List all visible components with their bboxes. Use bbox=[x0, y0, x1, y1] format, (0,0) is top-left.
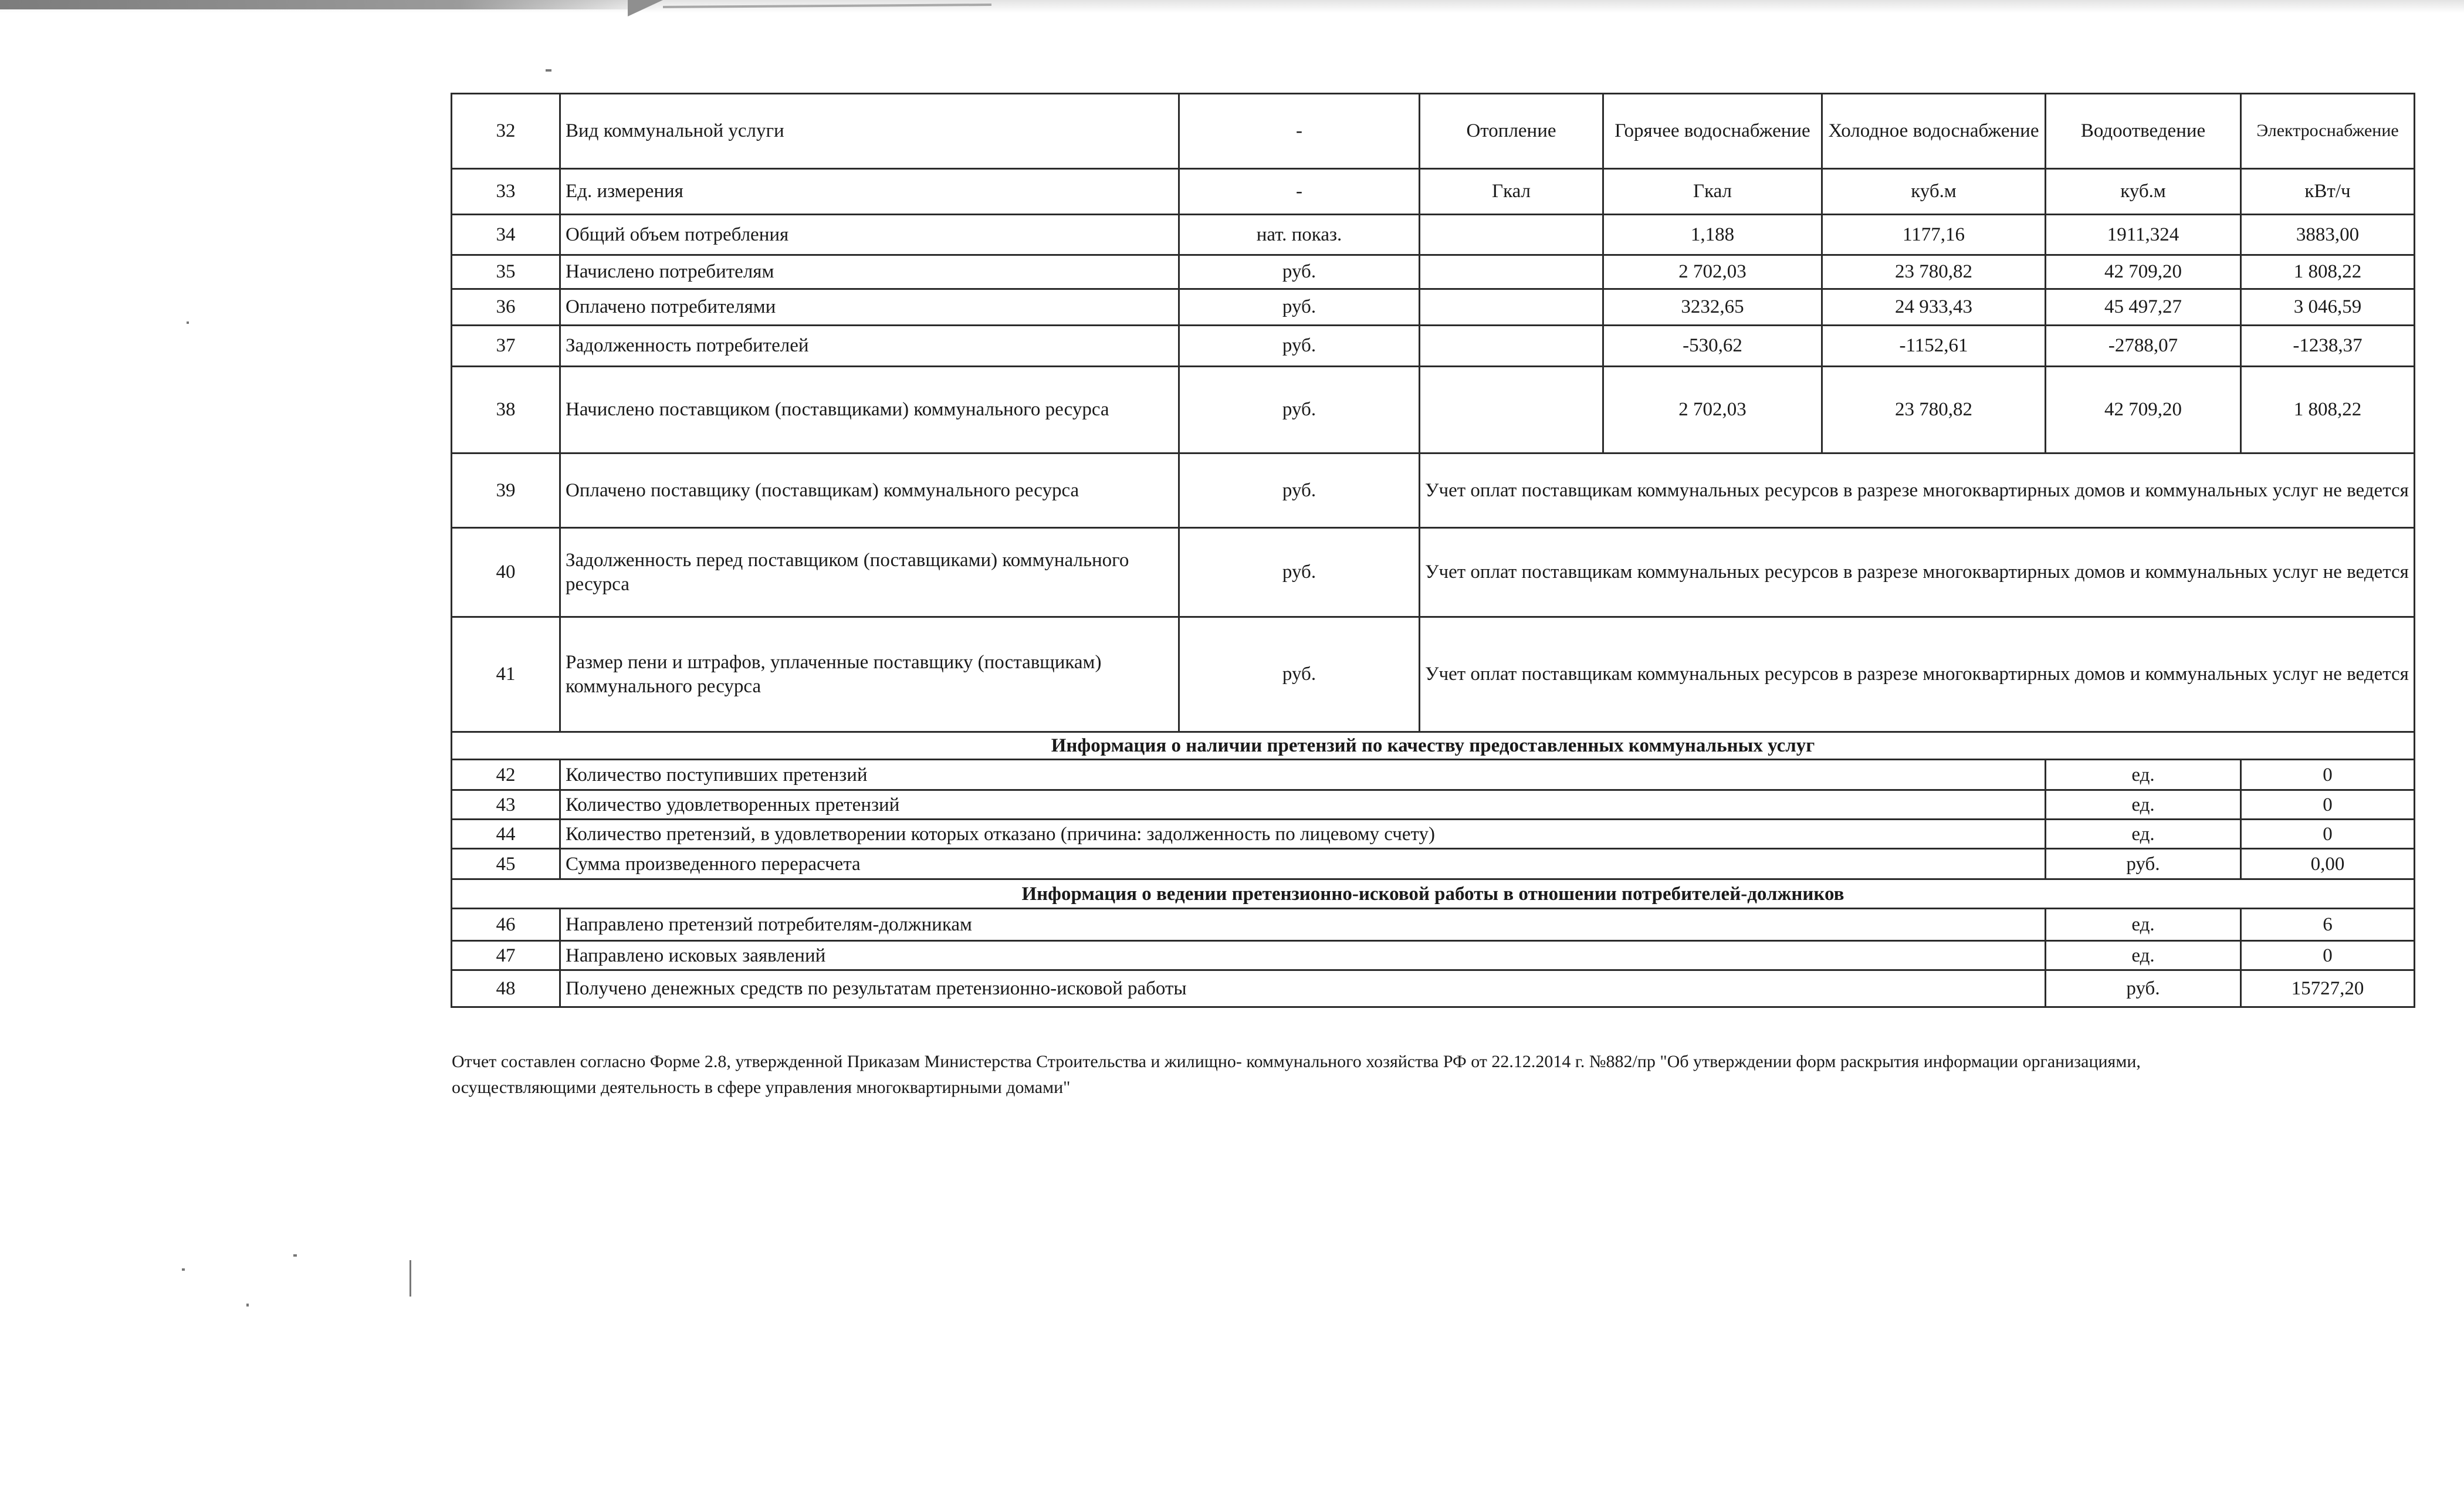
table-row bbox=[452, 617, 2415, 732]
row-number: 34 bbox=[452, 215, 560, 255]
merged-note: Учет оплат поставщикам коммунальных ресурсов в разрезе многоквартирных домов и коммунальных услуг не ведется bbox=[1420, 528, 2415, 617]
row-unit: - bbox=[1179, 94, 1420, 169]
value-cell bbox=[1420, 326, 1603, 367]
value-cell: 3232,65 bbox=[1603, 289, 1822, 326]
table-row bbox=[452, 169, 2415, 215]
value-cell: 1 808,22 bbox=[2241, 255, 2415, 289]
table-row bbox=[452, 215, 2415, 255]
value-cell: 0 bbox=[2241, 760, 2415, 790]
row-unit: - bbox=[1179, 169, 1420, 215]
row-label: Начислено поставщиком (поставщиками) коммунального ресурса bbox=[560, 367, 1179, 453]
value-cell: 23 780,82 bbox=[1822, 255, 2046, 289]
value-cell bbox=[1420, 215, 1603, 255]
service-drainage: Водоотведение bbox=[2046, 94, 2241, 169]
row-unit: руб. bbox=[2046, 849, 2241, 879]
row-unit: руб. bbox=[1179, 326, 1420, 367]
service-electricity: Электроснабжение bbox=[2241, 94, 2415, 169]
row-number: 47 bbox=[452, 941, 560, 970]
value-cell: 1911,324 bbox=[2046, 215, 2241, 255]
row-number: 37 bbox=[452, 326, 560, 367]
value-cell: 0 bbox=[2241, 790, 2415, 820]
row-unit: руб. bbox=[1179, 255, 1420, 289]
value-cell: 1177,16 bbox=[1822, 215, 2046, 255]
table-row bbox=[452, 970, 2415, 1007]
row-number: 41 bbox=[452, 617, 560, 732]
unit-cell: куб.м bbox=[1822, 169, 2046, 215]
row-label: Вид коммунальной услуги bbox=[560, 94, 1179, 169]
value-cell bbox=[1420, 289, 1603, 326]
row-number: 35 bbox=[452, 255, 560, 289]
table-row bbox=[452, 849, 2415, 879]
value-cell: 6 bbox=[2241, 909, 2415, 941]
value-cell: 3 046,59 bbox=[2241, 289, 2415, 326]
row-label: Оплачено поставщику (поставщикам) коммунального ресурса bbox=[560, 453, 1179, 528]
table-row bbox=[452, 528, 2415, 617]
table-row bbox=[452, 941, 2415, 970]
table-row bbox=[452, 760, 2415, 790]
value-cell: 24 933,43 bbox=[1822, 289, 2046, 326]
value-cell: 23 780,82 bbox=[1822, 367, 2046, 453]
row-label: Сумма произведенного перерасчета bbox=[560, 849, 2046, 879]
row-label: Количество поступивших претензий bbox=[560, 760, 2046, 790]
table-row bbox=[452, 820, 2415, 849]
service-cold-water: Холодное водоснабжение bbox=[1822, 94, 2046, 169]
row-unit: руб. bbox=[1179, 289, 1420, 326]
row-label: Получено денежных средств по результатам претензионно-исковой работы bbox=[560, 970, 2046, 1007]
unit-cell: Гкал bbox=[1420, 169, 1603, 215]
value-cell: 42 709,20 bbox=[2046, 255, 2241, 289]
scan-speck bbox=[182, 1268, 185, 1271]
table-row bbox=[452, 909, 2415, 941]
value-cell: 45 497,27 bbox=[2046, 289, 2241, 326]
row-unit: руб. bbox=[1179, 617, 1420, 732]
scan-edge-wedge bbox=[628, 0, 663, 16]
row-label: Задолженность потребителей bbox=[560, 326, 1179, 367]
section-header-row bbox=[452, 732, 2415, 760]
table-row bbox=[452, 255, 2415, 289]
value-cell: 42 709,20 bbox=[2046, 367, 2241, 453]
scan-speck bbox=[187, 321, 189, 324]
row-unit: руб. bbox=[1179, 528, 1420, 617]
row-unit: ед. bbox=[2046, 820, 2241, 849]
table-row bbox=[452, 367, 2415, 453]
row-unit: нат. показ. bbox=[1179, 215, 1420, 255]
row-number: 33 bbox=[452, 169, 560, 215]
value-cell: -2788,07 bbox=[2046, 326, 2241, 367]
row-number: 40 bbox=[452, 528, 560, 617]
row-number: 42 bbox=[452, 760, 560, 790]
row-number: 43 bbox=[452, 790, 560, 820]
footnote-line: Отчет составлен согласно Форме 2.8, утвержденной Приказам Министерства Строительства и жилищно- коммунального хозяйства РФ от 22.12.2014 г. №882/пр "Об утверждении форм раскрытия информации организациями, bbox=[452, 1052, 2141, 1071]
row-number: 39 bbox=[452, 453, 560, 528]
table-row bbox=[452, 453, 2415, 528]
value-cell: -1238,37 bbox=[2241, 326, 2415, 367]
unit-cell: кВт/ч bbox=[2241, 169, 2415, 215]
row-unit: ед. bbox=[2046, 790, 2241, 820]
row-number: 45 bbox=[452, 849, 560, 879]
footnote-line: осуществляющими деятельность в сфере управления многоквартирными домами" bbox=[452, 1077, 1071, 1097]
value-cell: -1152,61 bbox=[1822, 326, 2046, 367]
row-number: 48 bbox=[452, 970, 560, 1007]
row-label: Начислено потребителям bbox=[560, 255, 1179, 289]
row-unit: ед. bbox=[2046, 909, 2241, 941]
row-label: Оплачено потребителями bbox=[560, 289, 1179, 326]
row-label: Количество удовлетворенных претензий bbox=[560, 790, 2046, 820]
row-label: Направлено претензий потребителям-должникам bbox=[560, 909, 2046, 941]
table-row bbox=[452, 289, 2415, 326]
row-label: Размер пени и штрафов, уплаченные поставщику (поставщикам) коммунального ресурса bbox=[560, 617, 1179, 732]
row-unit: ед. bbox=[2046, 760, 2241, 790]
row-label: Направлено исковых заявлений bbox=[560, 941, 2046, 970]
service-hot-water: Горячее водоснабжение bbox=[1603, 94, 1822, 169]
scan-speck bbox=[293, 1254, 297, 1257]
section-header-row bbox=[452, 879, 2415, 909]
value-cell: 1 808,22 bbox=[2241, 367, 2415, 453]
merged-note: Учет оплат поставщикам коммунальных ресурсов в разрезе многоквартирных домов и коммунальных услуг не ведется bbox=[1420, 617, 2415, 732]
row-unit: руб. bbox=[1179, 453, 1420, 528]
value-cell: 0 bbox=[2241, 941, 2415, 970]
value-cell: 0,00 bbox=[2241, 849, 2415, 879]
table-row bbox=[452, 326, 2415, 367]
service-heating: Отопление bbox=[1420, 94, 1603, 169]
row-number: 36 bbox=[452, 289, 560, 326]
value-cell: 15727,20 bbox=[2241, 970, 2415, 1007]
scan-margin-line bbox=[409, 1260, 411, 1297]
row-number: 38 bbox=[452, 367, 560, 453]
scan-speck bbox=[546, 69, 551, 72]
table-row bbox=[452, 790, 2415, 820]
row-number: 46 bbox=[452, 909, 560, 941]
row-number: 32 bbox=[452, 94, 560, 169]
value-cell bbox=[1420, 255, 1603, 289]
row-label: Общий объем потребления bbox=[560, 215, 1179, 255]
value-cell: 2 702,03 bbox=[1603, 255, 1822, 289]
section-title: Информация о ведении претензионно-исковой работы в отношении потребителей-должников bbox=[452, 879, 2415, 909]
table-row bbox=[452, 94, 2415, 169]
row-unit: руб. bbox=[2046, 970, 2241, 1007]
row-number: 44 bbox=[452, 820, 560, 849]
section-title: Информация о наличии претензий по качеству предоставленных коммунальных услуг bbox=[452, 732, 2415, 760]
row-label: Задолженность перед поставщиком (поставщиками) коммунального ресурса bbox=[560, 528, 1179, 617]
value-cell: 0 bbox=[2241, 820, 2415, 849]
row-label: Ед. измерения bbox=[560, 169, 1179, 215]
row-label: Количество претензий, в удовлетворении которых отказано (причина: задолженность по лицевому счету) bbox=[560, 820, 2046, 849]
value-cell: 2 702,03 bbox=[1603, 367, 1822, 453]
value-cell: -530,62 bbox=[1603, 326, 1822, 367]
value-cell: 1,188 bbox=[1603, 215, 1822, 255]
row-unit: ед. bbox=[2046, 941, 2241, 970]
row-unit: руб. bbox=[1179, 367, 1420, 453]
unit-cell: куб.м bbox=[2046, 169, 2241, 215]
value-cell: 3883,00 bbox=[2241, 215, 2415, 255]
communal-services-report-table bbox=[451, 93, 2415, 1008]
value-cell bbox=[1420, 367, 1603, 453]
scan-speck bbox=[246, 1304, 249, 1307]
scan-edge-dark bbox=[0, 0, 657, 9]
report-footnote bbox=[452, 1049, 2417, 1100]
merged-note: Учет оплат поставщикам коммунальных ресурсов в разрезе многоквартирных домов и коммунальных услуг не ведется bbox=[1420, 453, 2415, 528]
unit-cell: Гкал bbox=[1603, 169, 1822, 215]
